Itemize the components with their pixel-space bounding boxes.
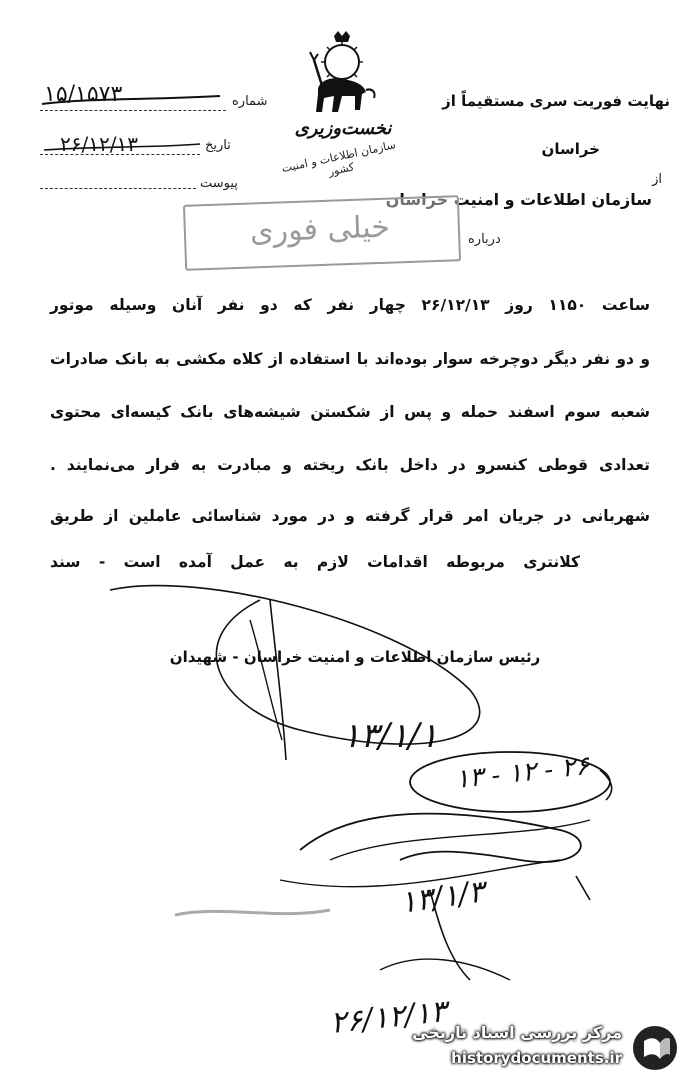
watermark-title: مرکز بررسی اسناد تاریخی: [412, 1023, 622, 1042]
from-value: سازمان اطلاعات و امنیت خراسان: [385, 190, 652, 209]
faint-smudge: [175, 910, 330, 915]
urgent-stamp-text: خیلی فوری: [249, 209, 391, 250]
enclosure-label: پیوست: [200, 176, 238, 191]
body-line-5: شهربانی در جریان امر قرار گرفته و در مورد شناسائی عاملین از طریق: [50, 507, 650, 525]
emblem-caption: نخست‌وزیری: [294, 118, 392, 139]
watermark: [412, 1019, 684, 1079]
subject-label: درباره: [468, 232, 501, 247]
date-label: تاریخ: [205, 138, 231, 153]
agency-line: نهایت فوریت سری مستقیماً از: [442, 92, 670, 110]
handwritten-date-2: ۱۳ - ۱۲ - ۲۶: [453, 751, 591, 795]
body-line-6: کلانتری مربوطه اقدامات لازم به عمل آمده است - سند: [50, 553, 580, 571]
lion-and-sun-emblem-icon: [300, 30, 380, 130]
number-label: شماره: [232, 94, 268, 109]
watermark-url: historydocuments.ir: [451, 1049, 622, 1067]
enclosure-line: [40, 188, 196, 189]
date-value: ۲۶/۱۲/۱۳: [60, 132, 138, 156]
handwritten-date-4: ۲۶/۱۲/۱۳: [328, 993, 449, 1042]
body-line-3: شعبه سوم اسفند حمله و پس از شکستن شیشه‌های بانک کیسه‌ای محتوی: [50, 403, 650, 421]
body-line-2: و دو نفر دیگر دوچرخه سوار بوده‌اند با استفاده از کلاه مکشی به بانک صادرات: [50, 350, 650, 368]
destination-text: خراسان: [541, 140, 600, 158]
archive-logo-icon: [630, 1023, 680, 1073]
from-label: از: [652, 172, 662, 187]
handwritten-date-3: ۱۳/۱/۳: [397, 874, 487, 921]
signature-stroke: [270, 600, 286, 760]
second-signature: [300, 814, 581, 862]
body-line-1: ساعت ۱۱۵۰ روز ۲۶/۱۲/۱۳ چهار نفر که دو نفر آنان وسیله موتور: [50, 296, 650, 314]
number-line: [40, 110, 226, 111]
signature-title: رئیس سازمان اطلاعات و امنیت خراسان - شهیدان: [169, 648, 541, 666]
emblem-subcaption: سازمان اطلاعات و امنیت کشور: [280, 138, 397, 179]
number-value: ۱۵/۱۵۷۳: [44, 82, 123, 107]
body-line-4: تعدادی قوطی کنسرو در داخل بانک ریخته و مبادرت به فرار می‌نمایند .: [50, 456, 650, 474]
handwritten-date-1: ۱۳/۱/۱: [342, 716, 438, 756]
